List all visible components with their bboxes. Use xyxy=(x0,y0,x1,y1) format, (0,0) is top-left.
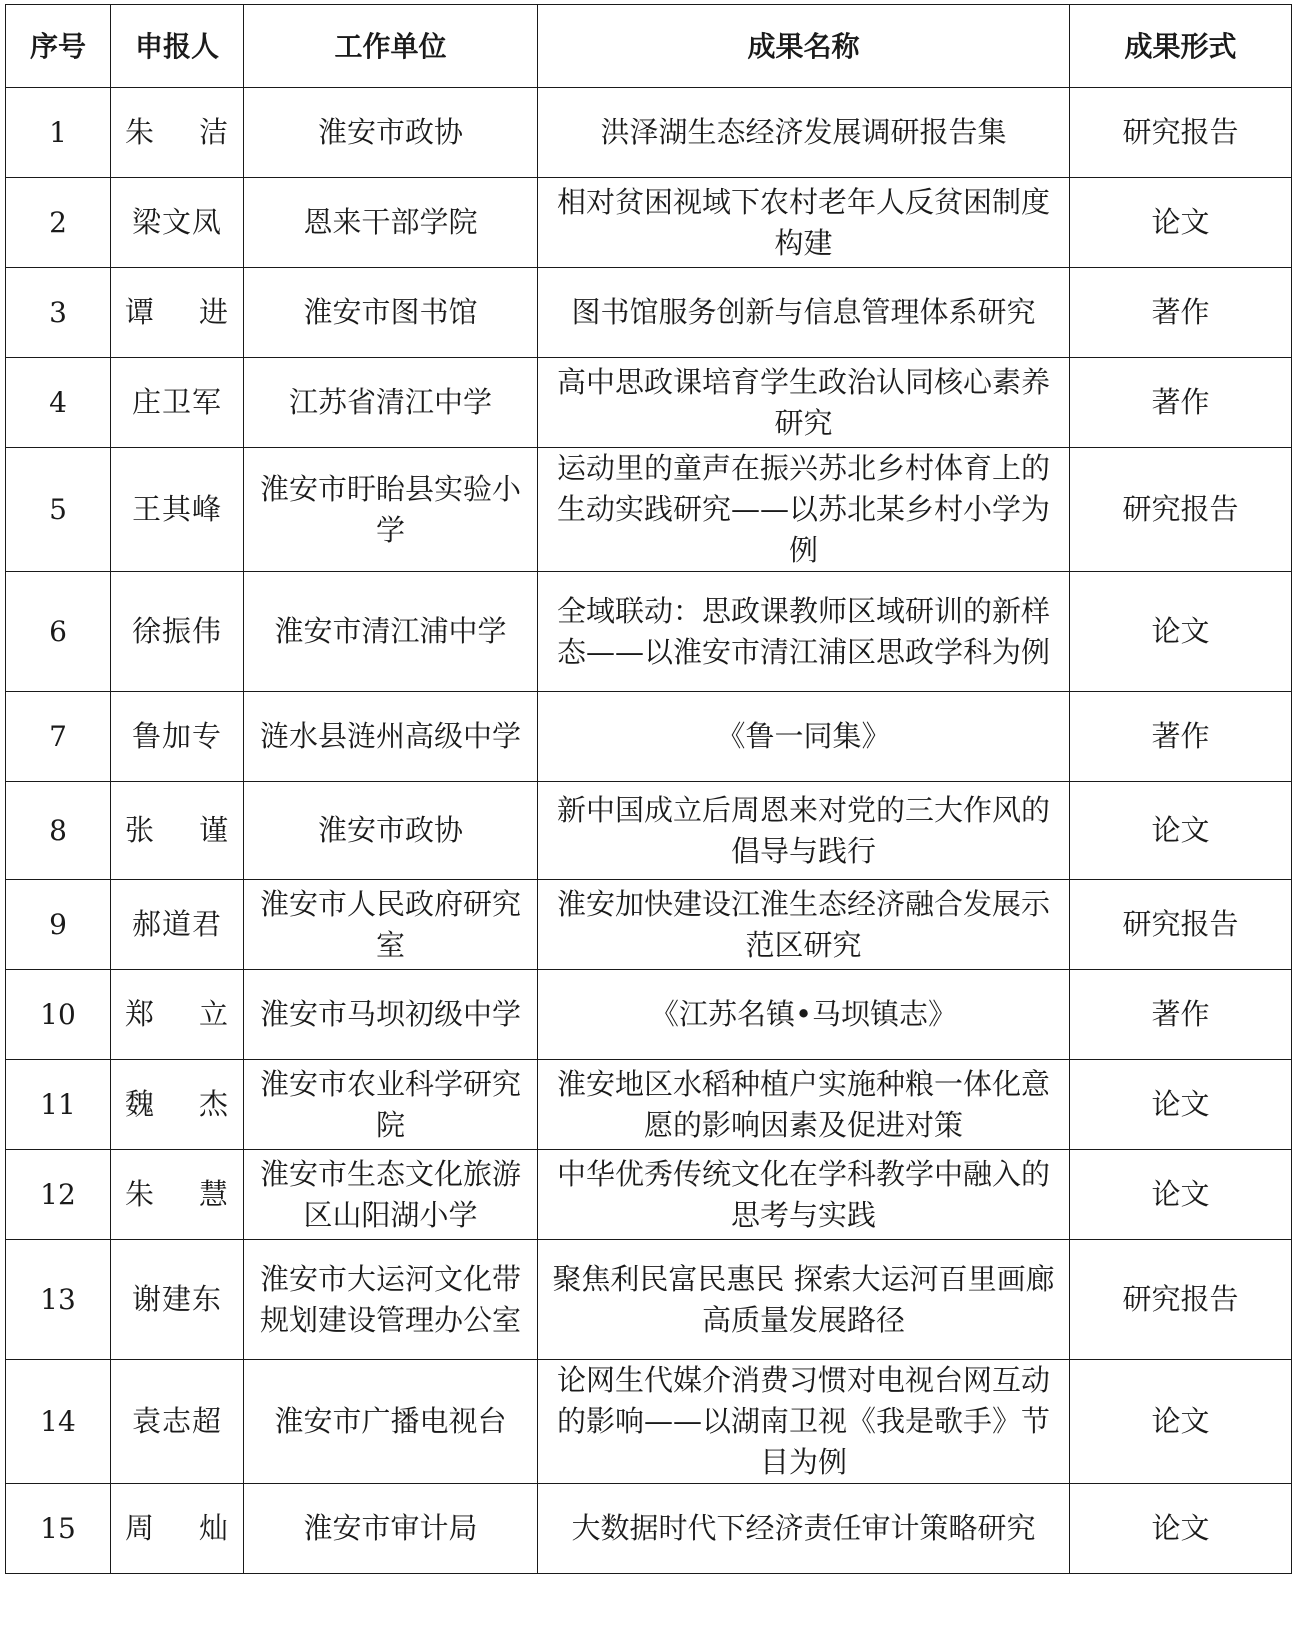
row-index: 2 xyxy=(6,178,111,268)
row-index: 6 xyxy=(6,572,111,692)
header-title: 成果名称 xyxy=(538,5,1070,88)
row-form: 研究报告 xyxy=(1070,88,1292,178)
header-index: 序号 xyxy=(6,5,111,88)
row-unit: 江苏省清江中学 xyxy=(244,358,538,448)
table-row xyxy=(6,782,1292,880)
row-applicant: 谭 进 xyxy=(111,268,244,358)
header-form: 成果形式 xyxy=(1070,5,1292,88)
row-form: 著作 xyxy=(1070,358,1292,448)
row-title: 淮安加快建设江淮生态经济融合发展示范区研究 xyxy=(538,880,1070,970)
row-index: 5 xyxy=(6,448,111,572)
row-unit: 淮安市政协 xyxy=(244,88,538,178)
row-form: 研究报告 xyxy=(1070,880,1292,970)
table-row xyxy=(6,268,1292,358)
row-title: 运动里的童声在振兴苏北乡村体育上的生动实践研究——以苏北某乡村小学为例 xyxy=(538,448,1070,572)
row-form: 著作 xyxy=(1070,692,1292,782)
row-index: 11 xyxy=(6,1060,111,1150)
row-title: 高中思政课培育学生政治认同核心素养研究 xyxy=(538,358,1070,448)
row-applicant: 谢建东 xyxy=(111,1240,244,1360)
table-row xyxy=(6,970,1292,1060)
row-form: 论文 xyxy=(1070,572,1292,692)
table-row xyxy=(6,572,1292,692)
table-row xyxy=(6,1240,1292,1360)
header-unit: 工作单位 xyxy=(244,5,538,88)
row-title: 聚焦利民富民惠民 探索大运河百里画廊高质量发展路径 xyxy=(538,1240,1070,1360)
row-title: 中华优秀传统文化在学科教学中融入的思考与实践 xyxy=(538,1150,1070,1240)
row-unit: 淮安市人民政府研究室 xyxy=(244,880,538,970)
row-title: 淮安地区水稻种植户实施种粮一体化意愿的影响因素及促进对策 xyxy=(538,1060,1070,1150)
row-index: 10 xyxy=(6,970,111,1060)
row-applicant: 王其峰 xyxy=(111,448,244,572)
row-unit: 淮安市农业科学研究院 xyxy=(244,1060,538,1150)
row-index: 1 xyxy=(6,88,111,178)
table-row xyxy=(6,880,1292,970)
row-applicant: 郝道君 xyxy=(111,880,244,970)
row-unit: 淮安市盱眙县实验小学 xyxy=(244,448,538,572)
row-applicant: 周 灿 xyxy=(111,1484,244,1574)
row-title: 全域联动：思政课教师区域研训的新样态——以淮安市清江浦区思政学科为例 xyxy=(538,572,1070,692)
row-index: 8 xyxy=(6,782,111,880)
row-index: 12 xyxy=(6,1150,111,1240)
achievements-table xyxy=(5,4,1292,1574)
row-unit: 淮安市图书馆 xyxy=(244,268,538,358)
row-form: 研究报告 xyxy=(1070,1240,1292,1360)
row-index: 4 xyxy=(6,358,111,448)
row-title: 图书馆服务创新与信息管理体系研究 xyxy=(538,268,1070,358)
row-unit: 涟水县涟州高级中学 xyxy=(244,692,538,782)
row-unit: 恩来干部学院 xyxy=(244,178,538,268)
table-row xyxy=(6,88,1292,178)
row-title: 论网生代媒介消费习惯对电视台网互动的影响——以湖南卫视《我是歌手》节目为例 xyxy=(538,1360,1070,1484)
row-title: 相对贫困视域下农村老年人反贫困制度构建 xyxy=(538,178,1070,268)
row-index: 14 xyxy=(6,1360,111,1484)
row-index: 9 xyxy=(6,880,111,970)
row-unit: 淮安市生态文化旅游区山阳湖小学 xyxy=(244,1150,538,1240)
table-row xyxy=(6,1360,1292,1484)
row-unit: 淮安市清江浦中学 xyxy=(244,572,538,692)
row-applicant: 梁文凤 xyxy=(111,178,244,268)
header-row xyxy=(6,5,1292,88)
row-form: 论文 xyxy=(1070,1360,1292,1484)
row-unit: 淮安市审计局 xyxy=(244,1484,538,1574)
row-form: 论文 xyxy=(1070,178,1292,268)
row-title: 大数据时代下经济责任审计策略研究 xyxy=(538,1484,1070,1574)
row-applicant: 魏 杰 xyxy=(111,1060,244,1150)
row-applicant: 朱 慧 xyxy=(111,1150,244,1240)
row-form: 著作 xyxy=(1070,268,1292,358)
row-form: 论文 xyxy=(1070,1484,1292,1574)
row-form: 论文 xyxy=(1070,1150,1292,1240)
row-index: 13 xyxy=(6,1240,111,1360)
row-unit: 淮安市马坝初级中学 xyxy=(244,970,538,1060)
row-applicant: 徐振伟 xyxy=(111,572,244,692)
row-form: 著作 xyxy=(1070,970,1292,1060)
row-applicant: 袁志超 xyxy=(111,1360,244,1484)
row-title: 洪泽湖生态经济发展调研报告集 xyxy=(538,88,1070,178)
row-unit: 淮安市广播电视台 xyxy=(244,1360,538,1484)
table-row xyxy=(6,358,1292,448)
table-row xyxy=(6,692,1292,782)
table-row xyxy=(6,1484,1292,1574)
row-form: 论文 xyxy=(1070,1060,1292,1150)
table-row xyxy=(6,448,1292,572)
table-row xyxy=(6,1150,1292,1240)
table-row xyxy=(6,1060,1292,1150)
row-index: 7 xyxy=(6,692,111,782)
row-title: 《江苏名镇•马坝镇志》 xyxy=(538,970,1070,1060)
row-applicant: 朱 洁 xyxy=(111,88,244,178)
row-form: 论文 xyxy=(1070,782,1292,880)
header-applicant: 申报人 xyxy=(111,5,244,88)
row-title: 新中国成立后周恩来对党的三大作风的倡导与践行 xyxy=(538,782,1070,880)
row-index: 3 xyxy=(6,268,111,358)
row-applicant: 张 谨 xyxy=(111,782,244,880)
row-applicant: 鲁加专 xyxy=(111,692,244,782)
row-title: 《鲁一同集》 xyxy=(538,692,1070,782)
row-unit: 淮安市政协 xyxy=(244,782,538,880)
row-applicant: 庄卫军 xyxy=(111,358,244,448)
row-unit: 淮安市大运河文化带规划建设管理办公室 xyxy=(244,1240,538,1360)
row-applicant: 郑 立 xyxy=(111,970,244,1060)
table-body xyxy=(6,88,1292,1574)
row-form: 研究报告 xyxy=(1070,448,1292,572)
table-row xyxy=(6,178,1292,268)
row-index: 15 xyxy=(6,1484,111,1574)
